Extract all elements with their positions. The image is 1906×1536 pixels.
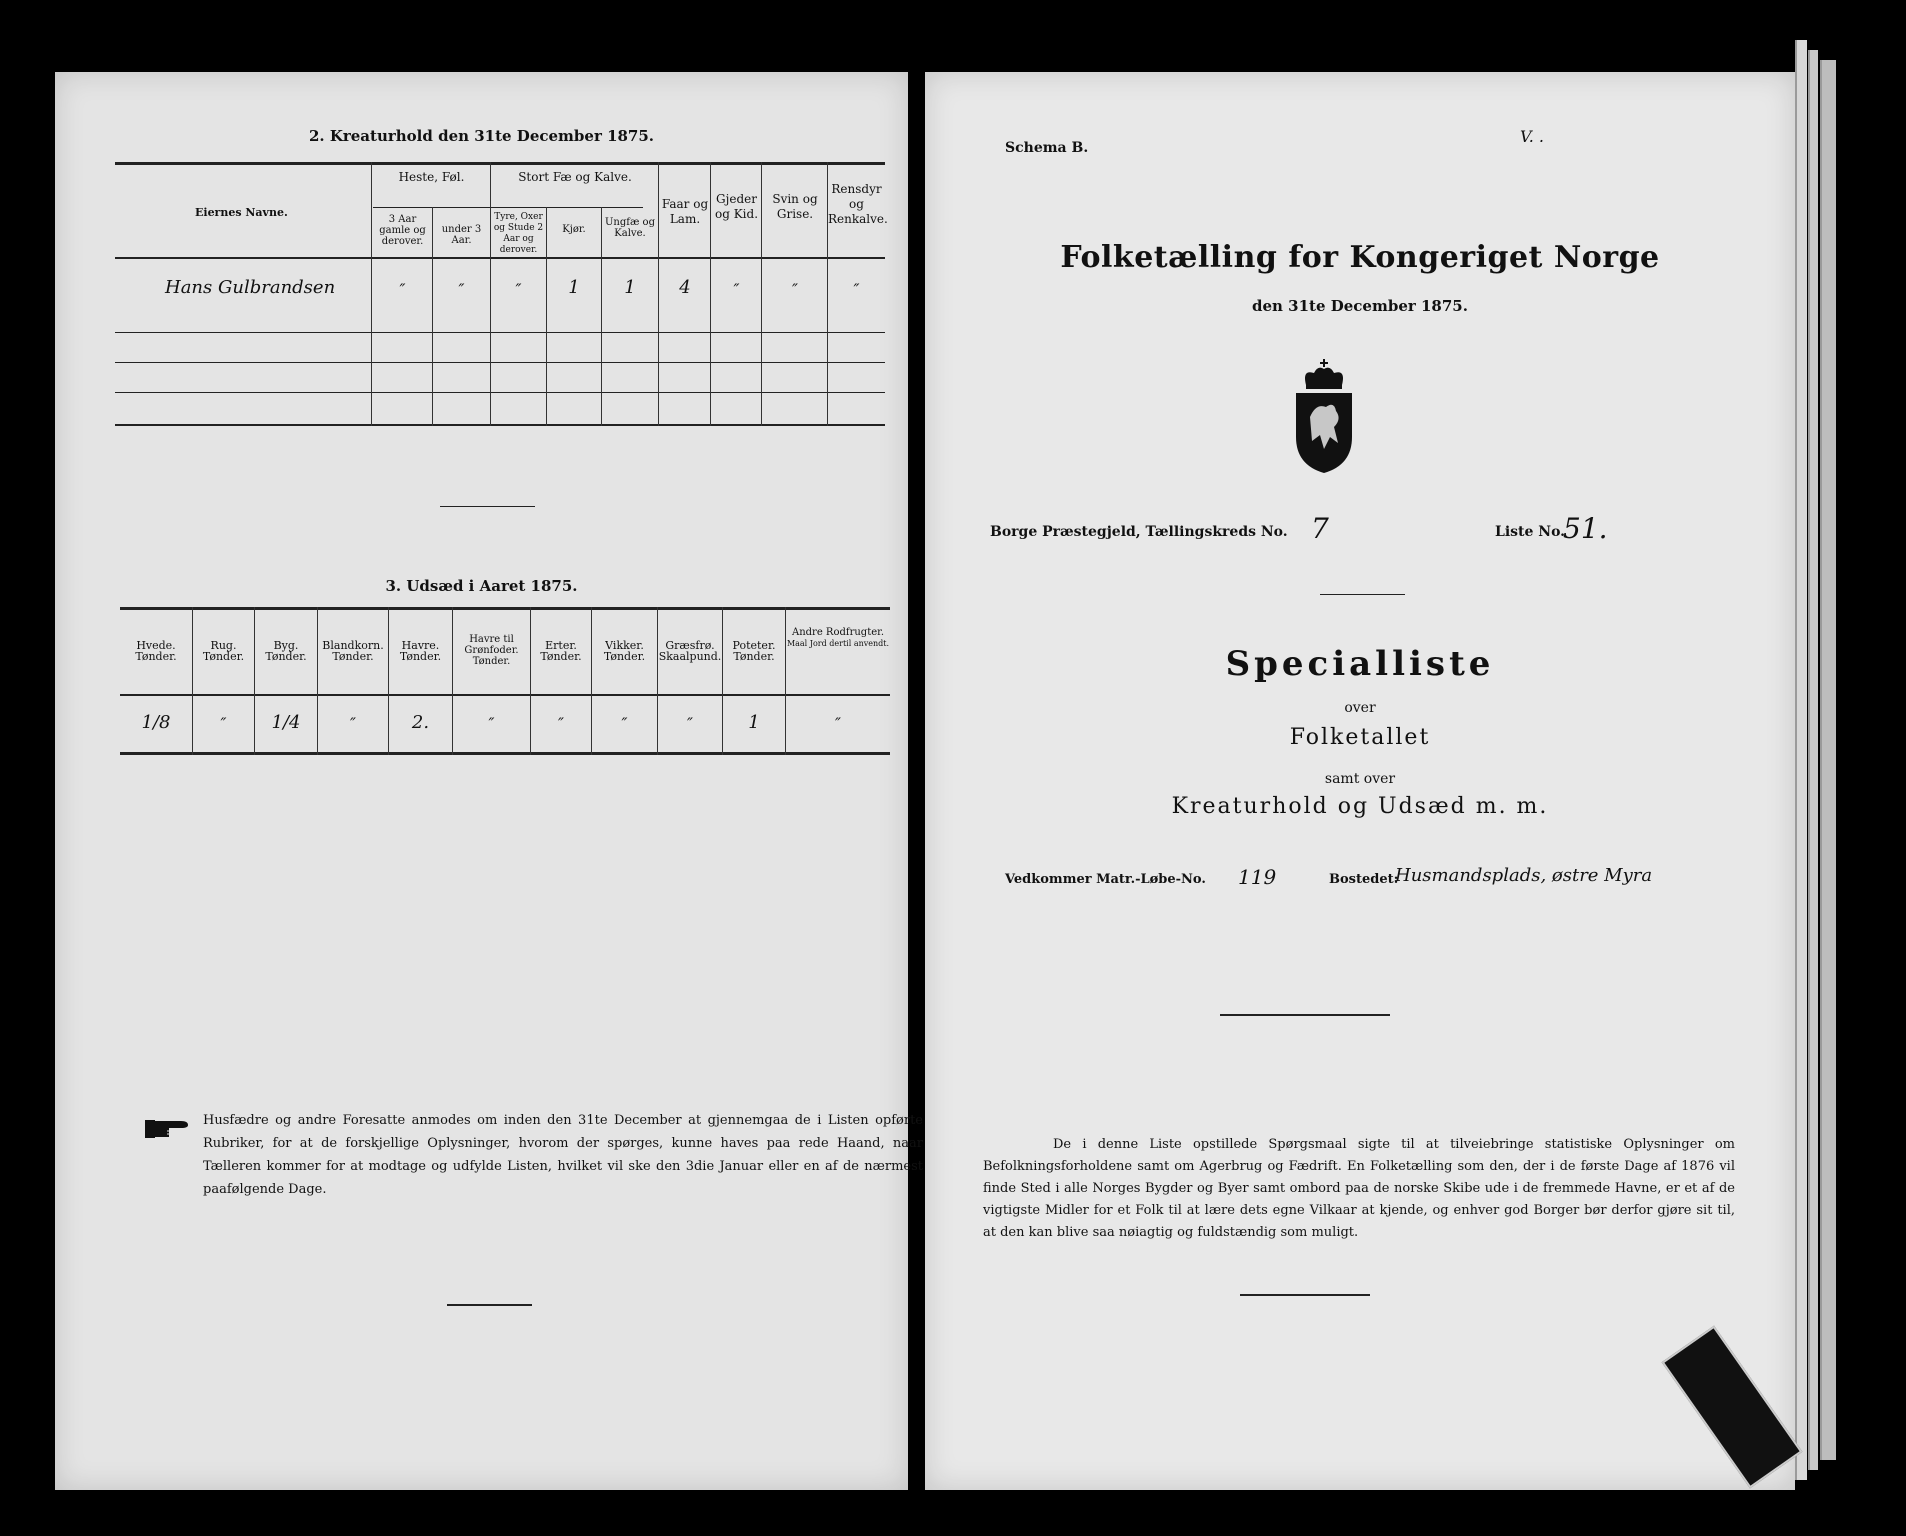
- seed-cell: 1: [748, 712, 760, 733]
- folketallet-heading: Folketallet: [1289, 725, 1431, 750]
- seed-cell: ″: [835, 714, 841, 733]
- bosted-value: Husmandsplads, østre Myra: [1395, 865, 1653, 886]
- seed-header-mixed-grain: Blandkorn. Tønder.: [322, 639, 384, 663]
- livestock-cell: ″: [515, 280, 522, 299]
- matr-label: Vedkommer Matr.-Løbe-No.: [1005, 872, 1206, 887]
- seed-cell: ″: [558, 714, 564, 733]
- col-horse-old-header: 3 Aar gamle og derover.: [379, 214, 426, 247]
- col-horse-young-header: under 3 Aar.: [441, 224, 482, 246]
- livestock-cell: ″: [399, 280, 406, 299]
- seed-header-vetch: Vikker. Tønder.: [603, 639, 646, 663]
- col-pigs-header: Svin og Grise.: [772, 192, 818, 221]
- specialliste-heading: Specialliste: [1225, 644, 1495, 684]
- schema-label: Schema B.: [1005, 140, 1089, 156]
- left-page: [55, 72, 923, 1490]
- col-goats-header: Gjeder og Kid.: [714, 192, 759, 221]
- right-page: [925, 72, 1795, 1490]
- seed-header-green-oats: Havre til Grønfoder. Tønder.: [464, 634, 519, 667]
- page-stack-edge: [1795, 40, 1807, 1480]
- livestock-cell: 1: [624, 277, 636, 298]
- seed-cell: ″: [687, 714, 693, 733]
- livestock-cell: ″: [733, 280, 740, 299]
- document-subtitle: den 31te December 1875.: [1252, 297, 1468, 315]
- livestock-cell: ″: [792, 280, 798, 299]
- seed-header-peas: Erter. Tønder.: [540, 639, 582, 663]
- seed-cell: 1/8: [141, 712, 171, 733]
- divider: [1320, 594, 1405, 595]
- group-cattle-header: Stort Fæ og Kalve.: [518, 170, 632, 184]
- page-stack-edge: [1820, 60, 1836, 1460]
- coat-of-arms-icon: [1288, 357, 1360, 475]
- seed-cell: ″: [350, 714, 356, 733]
- section3-title: 3. Udsæd i Aaret 1875.: [385, 577, 578, 595]
- seed-header-barley: Byg. Tønder.: [265, 639, 307, 663]
- seed-cell: ″: [220, 714, 227, 733]
- col-sheep-header: Faar og Lam.: [661, 197, 709, 226]
- seed-header-wheat: Hvede. Tønder.: [135, 639, 177, 663]
- seed-header-grass-seed: Græsfrø. Skaalpund.: [658, 639, 722, 663]
- samt-over-text: samt over: [1324, 771, 1396, 787]
- col-calves-header: Ungfæ og Kalve.: [605, 217, 655, 239]
- matr-number: 119: [1238, 865, 1277, 889]
- footer-text: De i denne Liste opstillede Spørgsmaal sigte til at tilveiebringe statistiske Oplysninger om Befolkningsforholdene samt om Agerbrug og Fædrift. En Folketælling som den, der i de første Dage af 1876 vil finde Sted i alle Norges Bygder og Byer samt ombord paa de norske Skibe ude i de fremmede Havne, er et af de vigtigste Midler for et Folk til at lære dets egne Vilkaar at kjende, og enhver god Borger bør derfor gjøre sit til, at den kan blive saa nøiagtig og fuldstændig som muligt.: [983, 1137, 1735, 1240]
- seed-cell: ″: [488, 714, 495, 733]
- livestock-cell: 1: [568, 277, 580, 298]
- livestock-cell: ″: [458, 280, 465, 299]
- divider: [1240, 1294, 1370, 1296]
- divider: [440, 506, 535, 507]
- owner-name-cell: Hans Gulbrandsen: [165, 277, 336, 298]
- group-horses-header: Heste, Føl.: [398, 170, 465, 184]
- col-owner-header: Eiernes Navne.: [195, 206, 288, 219]
- bosted-label: Bostedet:: [1329, 872, 1399, 887]
- page-stack-edge: [1808, 50, 1818, 1470]
- seed-header-rye: Rug. Tønder.: [202, 639, 245, 663]
- col-reindeer-header: Rensdyr og Renkalve.: [828, 182, 888, 226]
- seed-header-root-crops: Andre Rodfrugter. Maal Jord dertil anvendt.: [786, 627, 890, 648]
- seed-header-oats: Havre. Tønder.: [399, 639, 442, 663]
- parish-label: Borge Præstegjeld, Tællingskreds No.: [990, 524, 1288, 540]
- list-number: 51.: [1563, 512, 1608, 545]
- over-text: over: [1344, 700, 1376, 716]
- livestock-cell: ″: [853, 280, 860, 299]
- seed-cell: 2.: [411, 712, 430, 733]
- list-label: Liste No.: [1495, 524, 1566, 540]
- corner-mark: V. .: [1520, 127, 1545, 146]
- district-number: 7: [1311, 512, 1329, 545]
- seed-header-potatoes: Poteter. Tønder.: [732, 639, 776, 663]
- notice-text: Husfædre og andre Foresatte anmodes om inden den 31te December at gjennemgaa de i Listen opførte Rubriker, for at de forskjellige Oplysninger, hvorom der spørges, kunne haves paa rede Haand, naar Tælleren kommer for at modtage og udfylde Listen, hvilket vil ske den 3die Januar eller en af de nærmest paafølgende Dage.: [203, 1113, 923, 1197]
- col-cows-header: Kjør.: [562, 224, 586, 235]
- seed-cell: 1/4: [271, 712, 301, 733]
- pointing-hand-icon: [143, 1112, 193, 1142]
- document-title: Folketælling for Kongeriget Norge: [1060, 240, 1660, 275]
- divider: [447, 1304, 532, 1306]
- section2-title: 2. Kreaturhold den 31te December 1875.: [308, 127, 655, 145]
- seed-cell: ″: [621, 714, 628, 733]
- col-bulls-header: Tyre, Oxer og Stude 2 Aar og derover.: [493, 212, 544, 255]
- kreaturhold-heading: Kreaturhold og Udsæd m. m.: [1171, 794, 1549, 819]
- livestock-cell: 4: [679, 277, 691, 298]
- divider: [1220, 1014, 1390, 1016]
